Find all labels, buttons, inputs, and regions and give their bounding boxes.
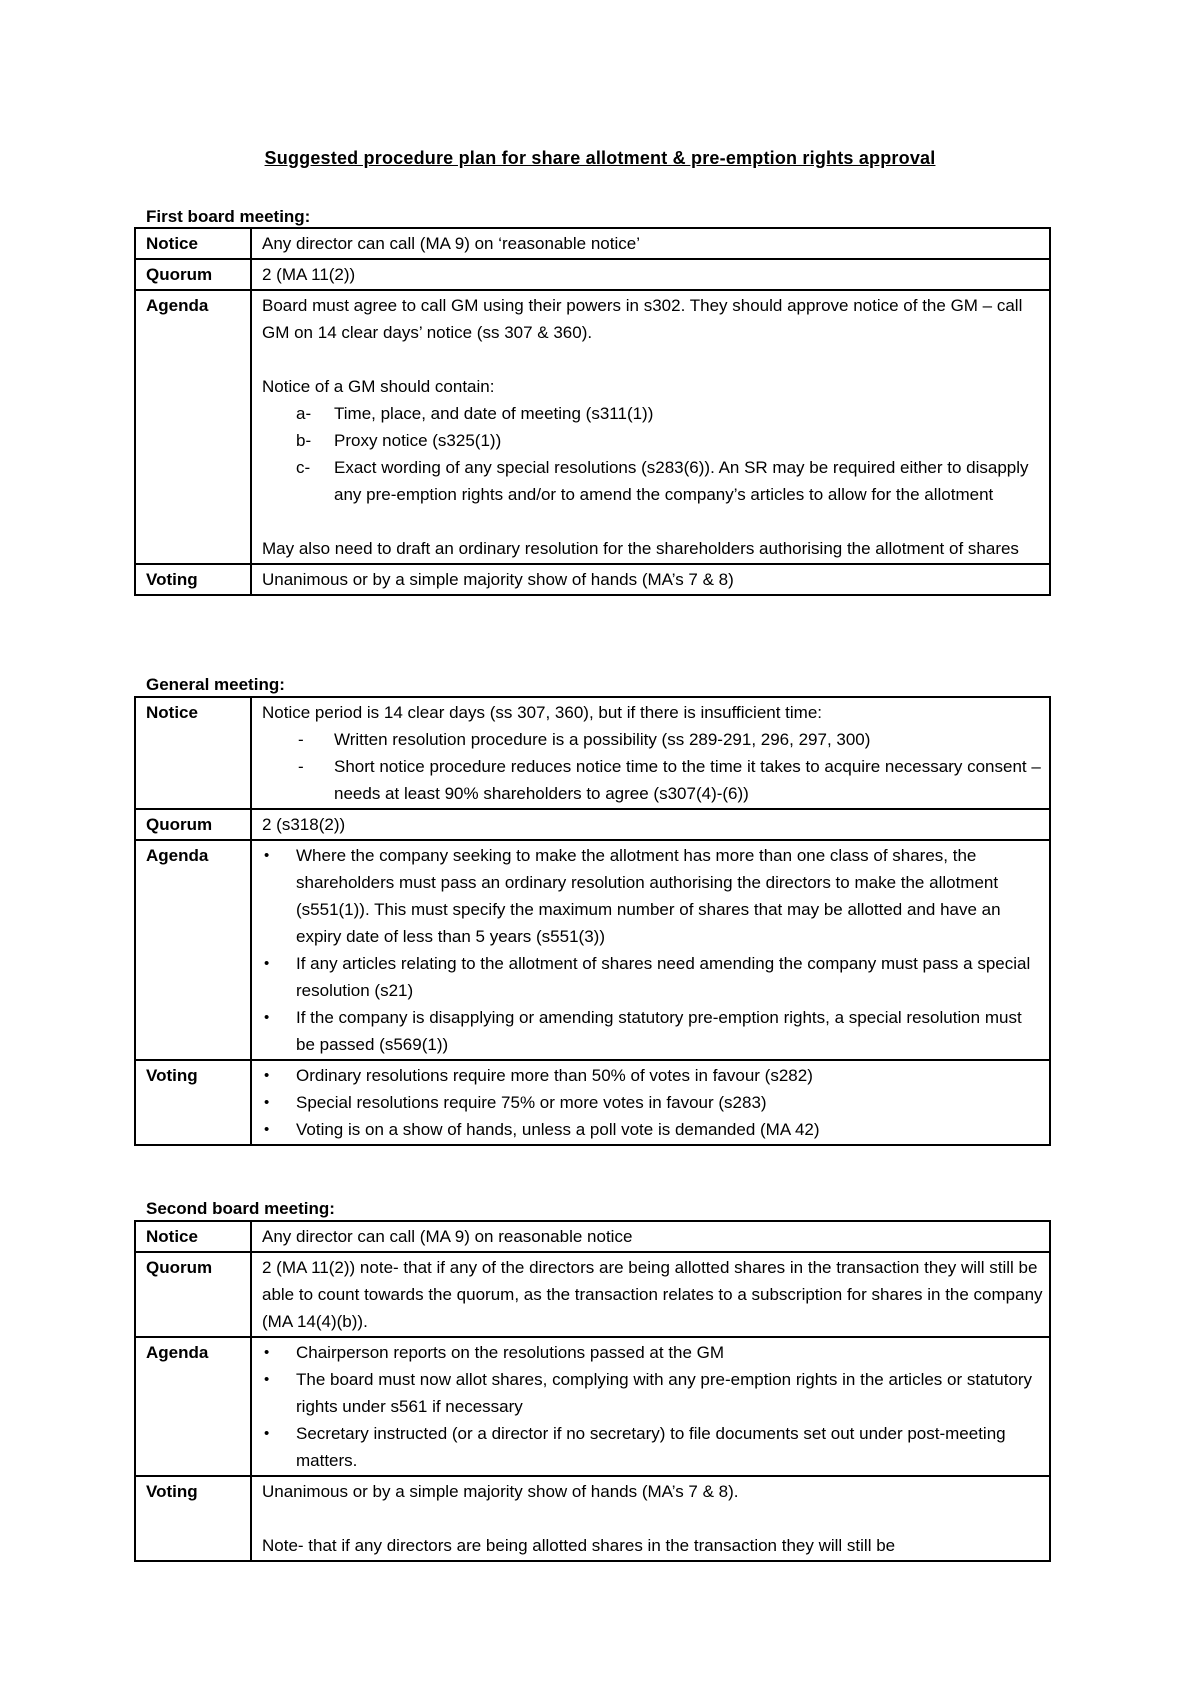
general-meeting-heading: General meeting: (146, 675, 285, 694)
table-row (135, 840, 1050, 1060)
voting-label: Voting (135, 1060, 251, 1145)
notice-value: Any director can call (MA 9) on ‘reasonable notice’ (251, 228, 1050, 259)
notice-value: Any director can call (MA 9) on reasonable notice (251, 1221, 1050, 1252)
table-row (135, 1337, 1050, 1476)
second-board-table (134, 1220, 1051, 1562)
agenda-cell (251, 1337, 1050, 1476)
voting-note: Note- that if any directors are being allotted shares in the transaction they will still be (262, 1536, 896, 1555)
list-item: • Secretary instructed (or a director if no secretary) to file documents set out under post-meeting matters. (264, 1424, 1006, 1470)
voting-label: Voting (135, 564, 251, 595)
notice-label: Notice (135, 697, 251, 809)
agenda-list (262, 1339, 1043, 1474)
list-item: • The board must now allot shares, complying with any pre-emption rights in the articles or statutory rights under s561 if necessary (264, 1370, 1033, 1416)
list-item: • Voting is on a show of hands, unless a poll vote is demanded (MA 42) (264, 1120, 820, 1139)
quorum-label: Quorum (135, 259, 251, 290)
agenda-outro: May also need to draft an ordinary resolution for the shareholders authorising the allotment of shares (262, 539, 1019, 558)
notice-list (262, 726, 1043, 807)
agenda-list (262, 842, 1043, 1058)
voting-list (262, 1062, 1043, 1143)
list-item: • Where the company seeking to make the allotment has more than one class of shares, the shareholders must pass an ordinary resolution authorising the directors to make the allotment (s551(1)). This must specify the maximum number of shares that may be allotted and have an expiry date of less than 5 years (s551(3)) (264, 846, 1001, 946)
table-row (135, 259, 1050, 290)
agenda-cell (251, 290, 1050, 564)
list-item: b- Proxy notice (s325(1)) (296, 431, 502, 450)
notice-label: Notice (135, 228, 251, 259)
table-row (135, 1221, 1050, 1252)
quorum-label: Quorum (135, 1252, 251, 1337)
list-item: • Chairperson reports on the resolutions passed at the GM (264, 1343, 725, 1362)
quorum-value: 2 (MA 11(2)) note- that if any of the directors are being allotted shares in the transaction they will still be able to count towards the quorum, as the transaction relates to a subscription for shares in the company (MA 14(4)(b)). (251, 1252, 1050, 1337)
agenda-intro: Board must agree to call GM using their powers in s302. They should approve notice of the GM – call GM on 14 clear days’ notice (ss 307 & 360). (262, 296, 1023, 342)
first-board-table (134, 227, 1051, 596)
table-row (135, 809, 1050, 840)
notice-cell (251, 697, 1050, 809)
agenda-label: Agenda (135, 1337, 251, 1476)
list-item: c- Exact wording of any special resolutions (s283(6)). An SR may be required either to disapply any pre-emption rights and/or to amend the company’s articles to allow for the allotment (296, 458, 1029, 504)
table-row (135, 290, 1050, 564)
notice-intro: Notice period is 14 clear days (ss 307, 360), but if there is insufficient time: (262, 703, 823, 722)
list-item: a- Time, place, and date of meeting (s311(1)) (296, 404, 654, 423)
table-row (135, 564, 1050, 595)
quorum-value: 2 (s318(2)) (251, 809, 1050, 840)
voting-cell (251, 1060, 1050, 1145)
document-title: Suggested procedure plan for share allotment & pre-emption rights approval (264, 148, 936, 168)
table-row (135, 228, 1050, 259)
list-item: • Ordinary resolutions require more than 50% of votes in favour (s282) (264, 1066, 813, 1085)
table-row (135, 697, 1050, 809)
list-item: - Written resolution procedure is a possibility (ss 289-291, 296, 297, 300) (298, 730, 871, 749)
list-item: • If the company is disapplying or amending statutory pre-emption rights, a special resolution must be passed (s569(1)) (264, 1008, 1022, 1054)
quorum-label: Quorum (135, 809, 251, 840)
list-item: - Short notice procedure reduces notice time to the time it takes to acquire necessary consent – needs at least 90% shareholders to agree (s307(4)-(6)) (298, 757, 1041, 803)
agenda-cell (251, 840, 1050, 1060)
table-row (135, 1476, 1050, 1561)
quorum-value: 2 (MA 11(2)) (251, 259, 1050, 290)
second-board-heading: Second board meeting: (146, 1199, 335, 1218)
table-row (135, 1252, 1050, 1337)
agenda-label: Agenda (135, 290, 251, 564)
notice-label: Notice (135, 1221, 251, 1252)
list-item: • Special resolutions require 75% or more votes in favour (s283) (264, 1093, 767, 1112)
agenda-contains: Notice of a GM should contain: (262, 377, 495, 396)
agenda-label: Agenda (135, 840, 251, 1060)
voting-value: Unanimous or by a simple majority show of hands (MA’s 7 & 8) (251, 564, 1050, 595)
first-board-heading: First board meeting: (146, 207, 311, 226)
list-item: • If any articles relating to the allotment of shares need amending the company must pass a special resolution (s21) (264, 954, 1031, 1000)
voting-cell (251, 1476, 1050, 1561)
table-row (135, 1060, 1050, 1145)
voting-label: Voting (135, 1476, 251, 1561)
voting-value: Unanimous or by a simple majority show of hands (MA’s 7 & 8). (262, 1482, 739, 1501)
general-meeting-table (134, 696, 1051, 1146)
agenda-list (262, 400, 1043, 508)
